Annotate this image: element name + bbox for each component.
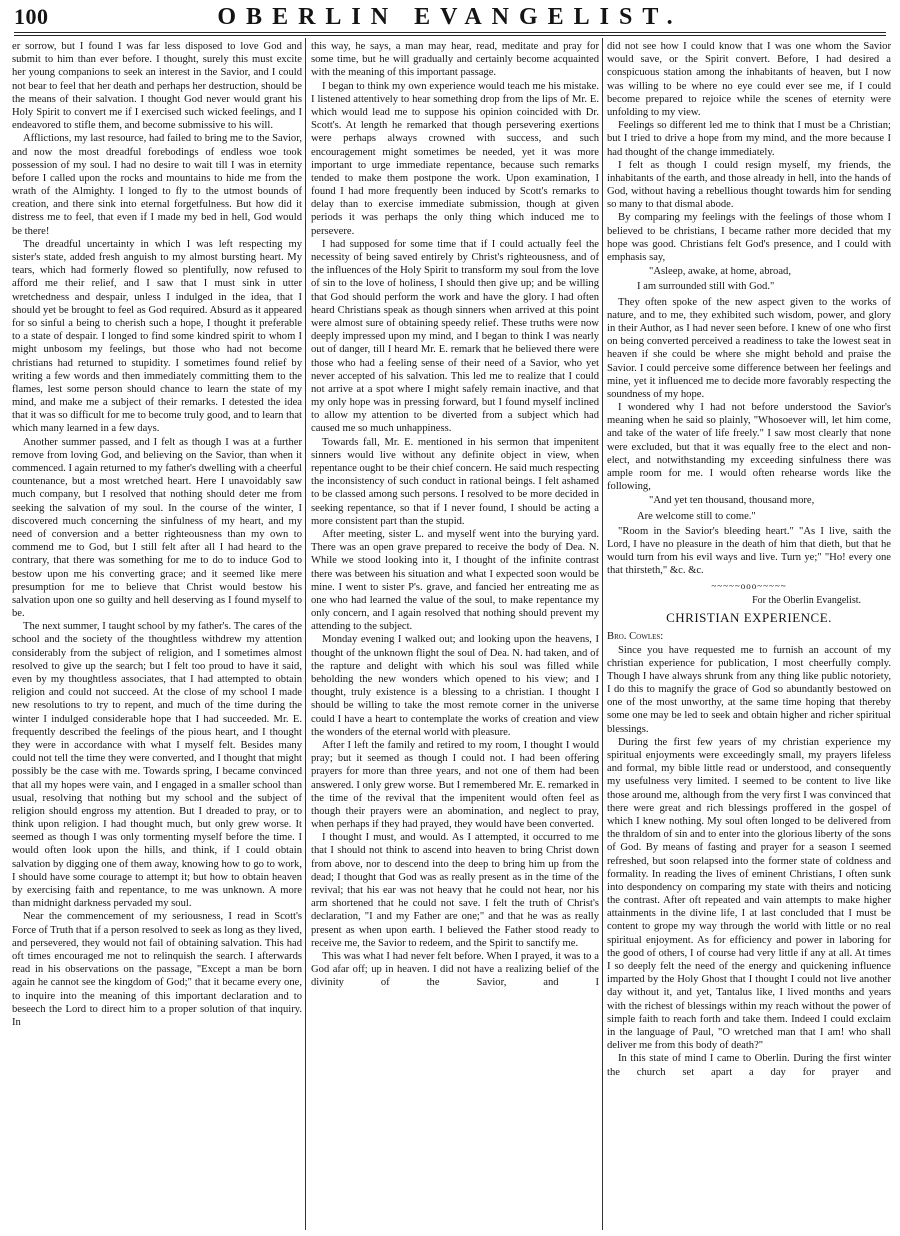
paragraph: I began to think my own experience would teach me his mistake. I listened attentively to hear something drop from the lips of Mr. E. which would lead me to suppose his opinion coincided with Dr. Scott's. At length he remarked that though persevering exertions were perhaps always crowned with success, and such encouragement might sometimes be needed, yet it was more important to urge immediate repentance, because such remarks tended to make them postpone the work. Upon examination, I found I had more frequently been induced by Scott's remarks to delay than to exercise immediate submission, though at given periods it was perhaps the only thing which induced me to persevere.: [311, 80, 599, 237]
header-rule: [14, 32, 886, 33]
paragraph: I wondered why I had not before understood the Savior's meaning when he said so plainly, "Whosoever will, let him come, and take of the water of life freely." I saw most clearly that none were excluded, but that it was equally free to the elect and non-elect, and notwithstanding my exceeding sinfulness there was ample room for me. I would often rehearse words like the following,: [607, 402, 891, 493]
column-divider: [305, 38, 306, 1230]
column-3: [607, 40, 891, 1230]
paragraph: In this state of mind I came to Oberlin. During the first winter the church set apart a day for prayer and: [607, 1053, 891, 1078]
paragraph: After meeting, sister L. and myself went into the burying yard. There was an open grave prepared to receive the body of Dea. N. While we stood looking into it, I thought of the infinite contrast there was between his situation and what I expected soon would be mine. I went to sister P's. grave, and fancied her entreating me as one who had learned the value of the soul, to make repentance my only concern, and I again resolved that nothing should prevent my attending to the subject.: [311, 528, 599, 633]
article-title: CHRISTIAN EXPERIENCE.: [666, 610, 832, 626]
paragraph: Monday evening I walked out; and looking upon the heavens, I thought of the unknown flight the soul of Dea. N. had taken, and of the rapture and delight with which his soul was filled while beholding the new wonders which opened to his view; and I thought, truly existence is a blessing to a christian. I thought I should be willing to take the most remote corner in the universe could I have a heart to contemplate the works of creation and view the wonders of the eternal world with pleasure.: [311, 634, 599, 738]
masthead: [14, 2, 886, 32]
paragraph: Another summer passed, and I felt as though I was at a further remove from loving God, and believing on the Savior, than when it commenced. I again returned to my father's dwelling with a cheerful countenance, but a most wretched heart. Here I unavoidably saw much company, but I resolved that nothing should deter me from seeking the salvation of my soul. In the course of the winter, I discovered much concerning the sinfulness of my heart, and my need of conversion and a better righteousness than my own to commend me to God, but I still felt after all I had heard to the contrary, that there was something for me to do to induce God to bestow upon me his converting grace; and it seemed like mere presumption for me to believe that Christ would bestow his salvation upon one so guilty and hell deserving as I found myself to be.: [12, 436, 302, 620]
paragraph: I had supposed for some time that if I could actually feel the necessity of being saved entirely by Christ's righteousness, and of the influences of the Holy Spirit to transform my soul from the love of sin to the love of holiness, I should then give up; and be willing that God should perform the work and have the glory. I had often heard Christians speak as though sinners when arrived at this point were almost sure of obtaining speedy relief. These truths were now deeply impressed upon my mind, and I began to think I was nearly out of danger, till I heard Mr. E. remark that he believed there were those who had a feeling sense of their need of a Savior, who yet never accepted of his salvation. This led me to realize that I could not arrive at a spot where I might safely remain inactive, and that my only hope was in pressing forward, but I found myself inclined to allow my attention to be diverted from a subject which had caused me so much unhappiness.: [311, 238, 599, 435]
paragraph: After I left the family and retired to my room, I thought I would pray; but it seemed as though I could not. I had been offering prayers for more than three years, and not one of them had been answered. I only grew worse. But I remembered Mr. E. remarked in the time of the revival that the impenitent would often feel as though their prayers were an abomination, and neglect to pray, when perhaps if they had prayed, they would have been converted.: [311, 739, 599, 831]
paragraph: Near the commencement of my seriousness, I read in Scott's Force of Truth that if a person resolved to seek as long as they lived, and persevered, they would not fail of obtaining salvation. This had oft times encouraged me not to relinquish the search. I afterwards read in his observations on the passage, "Except a man be born again he cannot see the kingdom of God;" that it became every one, to inquire into the meaning of this important declaration and to beseech the Lord to direct him to a proper solution of that inquiry. In: [12, 911, 302, 1028]
salutation: Bro. Cowles:: [607, 631, 664, 643]
paragraph: er sorrow, but I found I was far less disposed to love God and submit to him than ever before. I thought, surely this must excite her young companions to seek an interest in the Savior, and I could not bear to feel that her death and perhaps her destruction, should be the means of their salvation. I thought God never would grant his Holy Spirit to convert me if I exercised such wicked feelings, and I endeavored to stifle them, and become submissive to his will.: [12, 41, 302, 132]
paragraph: Afflictions, my last resource, had failed to bring me to the Savior, and now the most dreadful forebodings of endless woe took possession of my soul. I had no desire to wait till I was in eternity before I called upon the rocks and mountains to hide me from the wrath of the Almighty. I longed to fly to the utmost bounds of creation, and there sink into eternal forgetfulness. But how did it distress me to feel, that even if I made my bed in hell, God would be there!: [12, 133, 302, 237]
section-ornament: ~~~~~ooo~~~~~: [711, 580, 787, 591]
paragraph: did not see how I could know that I was one whom the Savior would save, or the Spirit convert. Before, I had desired a conspicuous station among the inhabitants of heaven, but I now was willing to be where no eye could ever see me, if I could become prepared to rejoice while the scenes of eternity were unfolding to my view.: [607, 41, 891, 118]
paragraph: Since you have requested me to furnish an account of my christian experience for publication, I most cheerfully comply. Though I have always shrunk from any thing like public notoriety, I do this to magnify the grace of God so abundantly bestowed on one of the most unworthy, at the same time hoping that thereby some one may be led to seek and obtain higher and richer spiritual blessings.: [607, 644, 891, 735]
verse-line: "And yet ten thousand, thousand more,: [649, 495, 815, 507]
page-number: 100: [14, 4, 49, 29]
paragraph: I felt as though I could resign myself, my friends, the inhabitants of the earth, and those already in hell, into the hands of God, without having a rebellious thought towards him for sending so many to that dismal abode.: [607, 159, 891, 211]
verse-line: Are welcome still to come.": [637, 510, 756, 522]
article-credit: For the Oberlin Evangelist.: [752, 594, 861, 606]
verse-line: I am surrounded still with God.": [637, 281, 775, 293]
paragraph: The dreadful uncertainty in which I was left respecting my sister's state, added fresh anguish to my almost bursting heart. My tears, which had formerly flowed so plentifully, now refused to afford me their relief, and I saw that I must sink in utter wretchedness and despair, unless I indulged in the idea, that I should yet be brought to feel as God required. Absurd as it appeared for so sinful a being to cherish such a hope, I thought it preferable to a state of despair. I longed to find some kindred spirit to whom I might unbosom my feelings, but those who had not become christians had returned to stupidity. I sometimes found relief by writing a few words and then immediately committing them to the flames, lest some person should chance to learn the state of my mind, and make me a subject of their remarks. I detested the idea that it was so difficult for me to become truly good, and to learn that which many learned in a few days.: [12, 238, 302, 435]
column-divider: [602, 38, 603, 1230]
paragraph: By comparing my feelings with the feelings of those whom I believed to be christians, I became rather more decided that my hope was good. Christians felt God's presence, and I could with emphasis say,: [607, 212, 891, 263]
paragraph: They often spoke of the new aspect given to the works of nature, and to me, they exhibited such wisdom, power, and glory in their Author, as I had never seen before. I knew of one who first on being converted perceived a readiness to take the lowest seat in heaven if she could be where she might behold and praise the Savior. I could perceive some difference between her feelings and mine, yet it influenced me to decide more favorably respecting the soundness of my hope.: [607, 296, 891, 400]
paragraph: During the first few years of my christian experience my spiritual enjoyments were exceedingly small, my prayers lifeless and formal, my bible little read or understood, and consequently my usefulness very limited. I seemed to be content to live like those around me, although from the very first I was convinced that there were great and rich blessings proffered in the gospel of which I knew nothing. My soul often longed to be delivered from the thraldom of sin and to enter into the glorious liberty of the sons of God. By means of fasting and prayer for a season I seemed refreshed, but soon relapsed into the former state of coldness and formality. In reading the lives of eminent Christians, I often sunk into despondency on comparing my state with theirs and noticing the contrast. After oft repeated and vain attempts to make higher attainments in the divine life, I at last concluded that I must be content to grope my way through the world with little or no real spiritual enjoyment. As for efficiency and power in laboring for the good of others, I of course had very little if any at all. At times I so deeply felt the need of the energy and quickening influence imparted by the Holy Ghost that I thought I could not live another day without it, and yet, Tantalus like, I lived months and years with the richest of blessings within my reach without the power of simple faith to reach forth and take them. Indeed I could exclaim in the language of Paul, "O wretched man that I am! who shall deliver me from this body of death?": [607, 736, 891, 1052]
column-2: [311, 40, 599, 1230]
paragraph: this way, he says, a man may hear, read, meditate and pray for some time, but he will gradually and certainly become acquainted with the meaning of this important passage.: [311, 41, 599, 79]
publication-title: OBERLIN EVANGELIST.: [217, 4, 683, 30]
paragraph: I thought I must, and would. As I attempted, it occurred to me that I should not think to ascend into heaven to bring Christ down from above, nor to descend into the deep to bring him up from the dead; I thought that God was as really present as in the time of the revival; that his ear was not heavy that he could not hear, nor his arm shortened that he could not save. I felt the truth of Christ's declaration, "I and my Father are one;" and that he was as really present as when upon earth. I believed the Father stood ready to receive me, the Savior to redeem, and the Spirit to sanctify me.: [311, 832, 599, 949]
paragraph: Towards fall, Mr. E. mentioned in his sermon that impenitent sinners would live without any definite object in view, when repentance ought to be their chief concern. He said much respecting the inconsistency of such conduct in rational beings. I felt ashamed to be classed among such persons. I resolved to be more decided in seeking repentance, so that if I never found, I should be acting a more consistent part than the stupid.: [311, 436, 599, 527]
header-rule-double: [14, 35, 886, 36]
paragraph: "Room in the Savior's bleeding heart." "As I live, saith the Lord, I have no pleasure in the death of him that dieth, but that he would turn from his evil ways and live. Turn ye;" "Ho! every one that thirsteth," &c. &c.: [607, 525, 891, 577]
paragraph: Feelings so different led me to think that I must be a Christian; but I tried to drive a hope from my mind, and the more because I had thought of the change immediately.: [607, 120, 891, 158]
column-1: [12, 40, 302, 1230]
paragraph: This was what I had never felt before. When I prayed, it was to a God afar off; up in heaven. I did not have a realizing belief of the divinity of the Savior, and I: [311, 950, 599, 989]
verse-line: "Asleep, awake, at home, abroad,: [649, 266, 791, 278]
paragraph: The next summer, I taught school by my father's. The cares of the school and the society of the thoughtless withdrew my attention considerably from the subject of religion, and I sometimes almost resolved to give up the search; but I felt too proud to have it said, even by my thoughtless associates, that I had attempted to obtain religion and could not succeed. At the close of my school I made new resolutions to try to repent, and much of the time during the winter I indulged considerable hope that I had succeeded. Mr. E. frequently described the feelings of the pious heart, and I thought they were in accordance with what I myself felt. Besides many could not tell the time they were converted, and I thought that might possibly be the case with me. Towards spring, I became convinced that all my hopes were vain, and I engaged in a smaller school than usual, resolving that nothing but my school and the subject of religion should engross my attention. But I dreaded to pray, or to think upon religion. I had thought much, but only grew worse. It seemed as though I was only tormenting myself before the time. I would often look upon the hills, and think, if I could obtain salvation by digging one of them away, knowing how to go to work, I should have some courage to attempt it; but how to obtain heaven by exercising faith and repentance, to me was unknown. A more than midnight darkness pervaded my soul.: [12, 621, 302, 910]
